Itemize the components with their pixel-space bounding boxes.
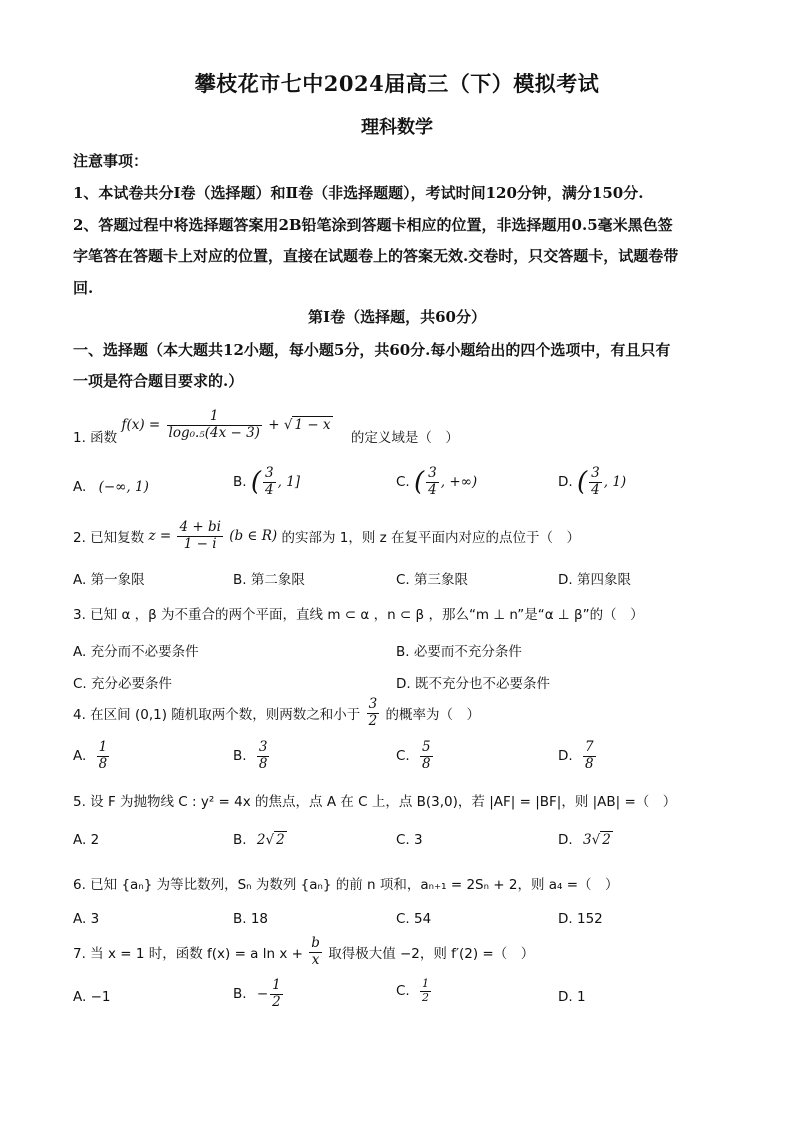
q4-option-a-label: A. (73, 748, 87, 765)
q4-option-a-num: 1 (98, 739, 108, 755)
q2-prefix: 2. 已知复数 (73, 530, 145, 547)
q2-numerator: 4 + bi (179, 519, 221, 535)
notes-heading: 注意事项： (73, 152, 149, 170)
q7-option-b-sign: − (256, 986, 269, 1003)
q1-option-d-rest: , 1) (603, 474, 627, 491)
q1-option-a (73, 479, 149, 495)
q1-option-c-bracket: ( (414, 467, 425, 498)
q1-option-d (558, 466, 626, 498)
q2-condition: (b ∈ R) (229, 528, 278, 545)
q1-option-d-den: 4 (591, 481, 600, 498)
q4-option-d-label: D. (558, 748, 573, 765)
q1-option-a-label: A. (73, 479, 87, 495)
q2-option-b: B. 第二象限 (233, 572, 305, 588)
q1-option-c-den: 4 (428, 481, 437, 498)
q1-option-b-rest: , 1] (277, 474, 301, 491)
q1-plus: + (268, 417, 280, 433)
q5-option-b-radicand: 2 (276, 832, 285, 848)
q1-option-d-label: D. (558, 474, 573, 491)
question-7 (73, 936, 534, 968)
exam-subject: 理科数学 (361, 117, 433, 138)
q4-option-a-den: 8 (98, 755, 108, 772)
q4-suffix: 的概率为（ ） (385, 707, 480, 724)
q5-option-d-coef: 3 (582, 832, 592, 848)
question-1: 1. 函数 f(x) = $\frac{1}{\text{log₀.₅(4x − 3)}}$ + √ 1 − x 的定义域是（ ） (73, 404, 459, 446)
q2-option-c: C. 第三象限 (396, 572, 469, 588)
q6-option-d: D. 152 (558, 911, 603, 927)
q4-option-c (396, 740, 435, 772)
question-6: 6. 已知 {aₙ} 为等比数列，Sₙ 为数列 {aₙ} 的前 n 项和，aₙ₊₁ = 2Sₙ + 2，则 a₄ =（ ） (73, 877, 619, 893)
q1-option-c-num: 3 (428, 465, 437, 481)
q4-prefix: 4. 在区间 (0,1) 随机取两个数，则两数之和小于 (73, 707, 361, 724)
q1-suffix: 的定义域是（ ） (350, 430, 459, 446)
q4-option-b-den: 8 (258, 755, 268, 772)
q4-option-b-label: B. (233, 748, 247, 765)
q1-fraction (167, 409, 262, 441)
q4-option-d-den: 8 (584, 755, 594, 772)
q4-option-d (558, 740, 598, 772)
q4-option-b (233, 740, 271, 772)
q2-denominator: 1 − i (183, 535, 217, 552)
q1-prefix: 1. 函数 (73, 430, 118, 446)
question-3: 3. 已知 α ，β 为不重合的两个平面，直线 m ⊂ α ，n ⊂ β ，那么“m ⊥ n”是“α ⊥ β”的（ ） (73, 607, 644, 623)
q5-option-c: C. 3 (396, 832, 423, 848)
q4-option-c-den: 8 (422, 755, 431, 772)
q5-option-b-label: B. (233, 832, 247, 848)
q5-option-a: A. 2 (73, 832, 100, 848)
q1-radicand: 1 − x (294, 417, 331, 433)
q2-option-d: D. 第四象限 (558, 572, 631, 588)
q1-option-a-value: (−∞, 1) (98, 479, 149, 495)
q7-option-c (396, 978, 433, 1004)
q3-option-d: D. 既不充分也不必要条件 (396, 676, 550, 692)
q1-option-b-label: B. (233, 474, 247, 491)
question-5: 5. 设 F 为抛物线 C : y² = 4x 的焦点，点 A 在 C 上，点 B(3,0)，若 |AF| = |BF|，则 |AB| =（ ） (73, 794, 677, 810)
q6-option-a: A. 3 (73, 911, 100, 927)
q5-option-b: B. 2√ 2 (233, 832, 285, 848)
section-intro-line-1: 一、选择题（本大题共12小题，每小题5分，共60分.每小题给出的四个选项中，有且只有 (73, 341, 671, 359)
q4-option-c-label: C. (396, 748, 410, 765)
q3-option-b: B. 必要而不充分条件 (396, 644, 522, 660)
q4-option-d-num: 7 (584, 739, 594, 755)
note-item-2-line-2: 字笔答在答题卡上对应的位置，直接在试题卷上的答案无效.交卷时，只交答题卡，试题卷带 (73, 247, 679, 265)
q7-option-a: A. −1 (73, 989, 111, 1005)
question-4 (73, 697, 480, 729)
q7-option-d: D. 1 (558, 989, 586, 1005)
q4-numerator: 3 (368, 696, 378, 712)
q4-option-c-num: 5 (422, 739, 431, 755)
q6-option-b: B. 18 (233, 911, 269, 927)
q1-option-b-den: 4 (265, 481, 274, 498)
q4-option-b-num: 3 (258, 739, 268, 755)
note-item-1: 1、本试卷共分Ⅰ卷（选择题）和Ⅱ卷（非选择题题），考试时间120分钟，满分150分. (73, 184, 644, 202)
q1-denominator: log₀.₅(4x − 3) (168, 424, 260, 441)
q3-option-a: A. 充分而不必要条件 (73, 644, 199, 660)
q7-option-b (233, 978, 285, 1010)
q1-option-b (233, 466, 300, 498)
q7-option-b-den: 2 (272, 993, 281, 1010)
q1-option-c-rest: , +∞) (440, 474, 478, 491)
q1-option-c-label: C. (396, 474, 410, 491)
q1-option-b-num: 3 (265, 465, 274, 481)
q5-option-d-label: D. (558, 832, 573, 848)
note-item-2-line-3: 回. (73, 279, 94, 297)
q7-option-c-label: C. (396, 983, 410, 1000)
q5-option-d: D. 3√ 2 (558, 832, 611, 848)
note-item-2-line-1: 2、答题过程中将选择题答案用2B铅笔涂到答题卡相应的位置，非选择题用0.5毫米黑色签 (73, 216, 673, 234)
q1-option-c (396, 466, 477, 498)
q7-suffix: 取得极大值 −2，则 f′(2) =（ ） (328, 946, 535, 963)
q1-numerator: 1 (167, 409, 262, 426)
q1-option-b-bracket: ( (250, 467, 262, 498)
q7-option-b-label: B. (233, 986, 247, 1003)
q5-option-d-radicand: 2 (602, 832, 611, 848)
q1-option-d-num: 3 (591, 465, 600, 481)
q7-numerator: b (311, 935, 320, 951)
q6-option-c: C. 54 (396, 911, 432, 927)
section-title: 第Ⅰ卷（选择题，共60分） (308, 308, 486, 326)
q2-suffix: 的实部为 1，则 z 在复平面内对应的点位于（ ） (281, 530, 581, 547)
q7-prefix: 7. 当 x = 1 时，函数 f(x) = a ln x + (73, 946, 303, 963)
section-intro-line-2: 一项是符合题目要求的.） (73, 372, 244, 390)
q1-function: f(x) = (121, 417, 161, 433)
q4-option-a (73, 740, 111, 772)
question-2 (73, 520, 580, 552)
q2-z: z = (148, 528, 172, 545)
q3-option-c: C. 充分必要条件 (73, 676, 173, 692)
q1-option-d-bracket: ( (576, 467, 588, 498)
q7-option-c-den: 2 (422, 990, 430, 1004)
q5-option-b-coef: 2 (256, 832, 266, 848)
q7-denominator: x (311, 951, 320, 968)
q4-denominator: 2 (368, 712, 378, 729)
q7-option-c-num: 1 (422, 977, 430, 990)
exam-title: 攀枝花市七中2024届高三（下）模拟考试 (194, 71, 600, 96)
q2-option-a: A. 第一象限 (73, 572, 145, 588)
q7-option-b-num: 1 (272, 977, 281, 993)
